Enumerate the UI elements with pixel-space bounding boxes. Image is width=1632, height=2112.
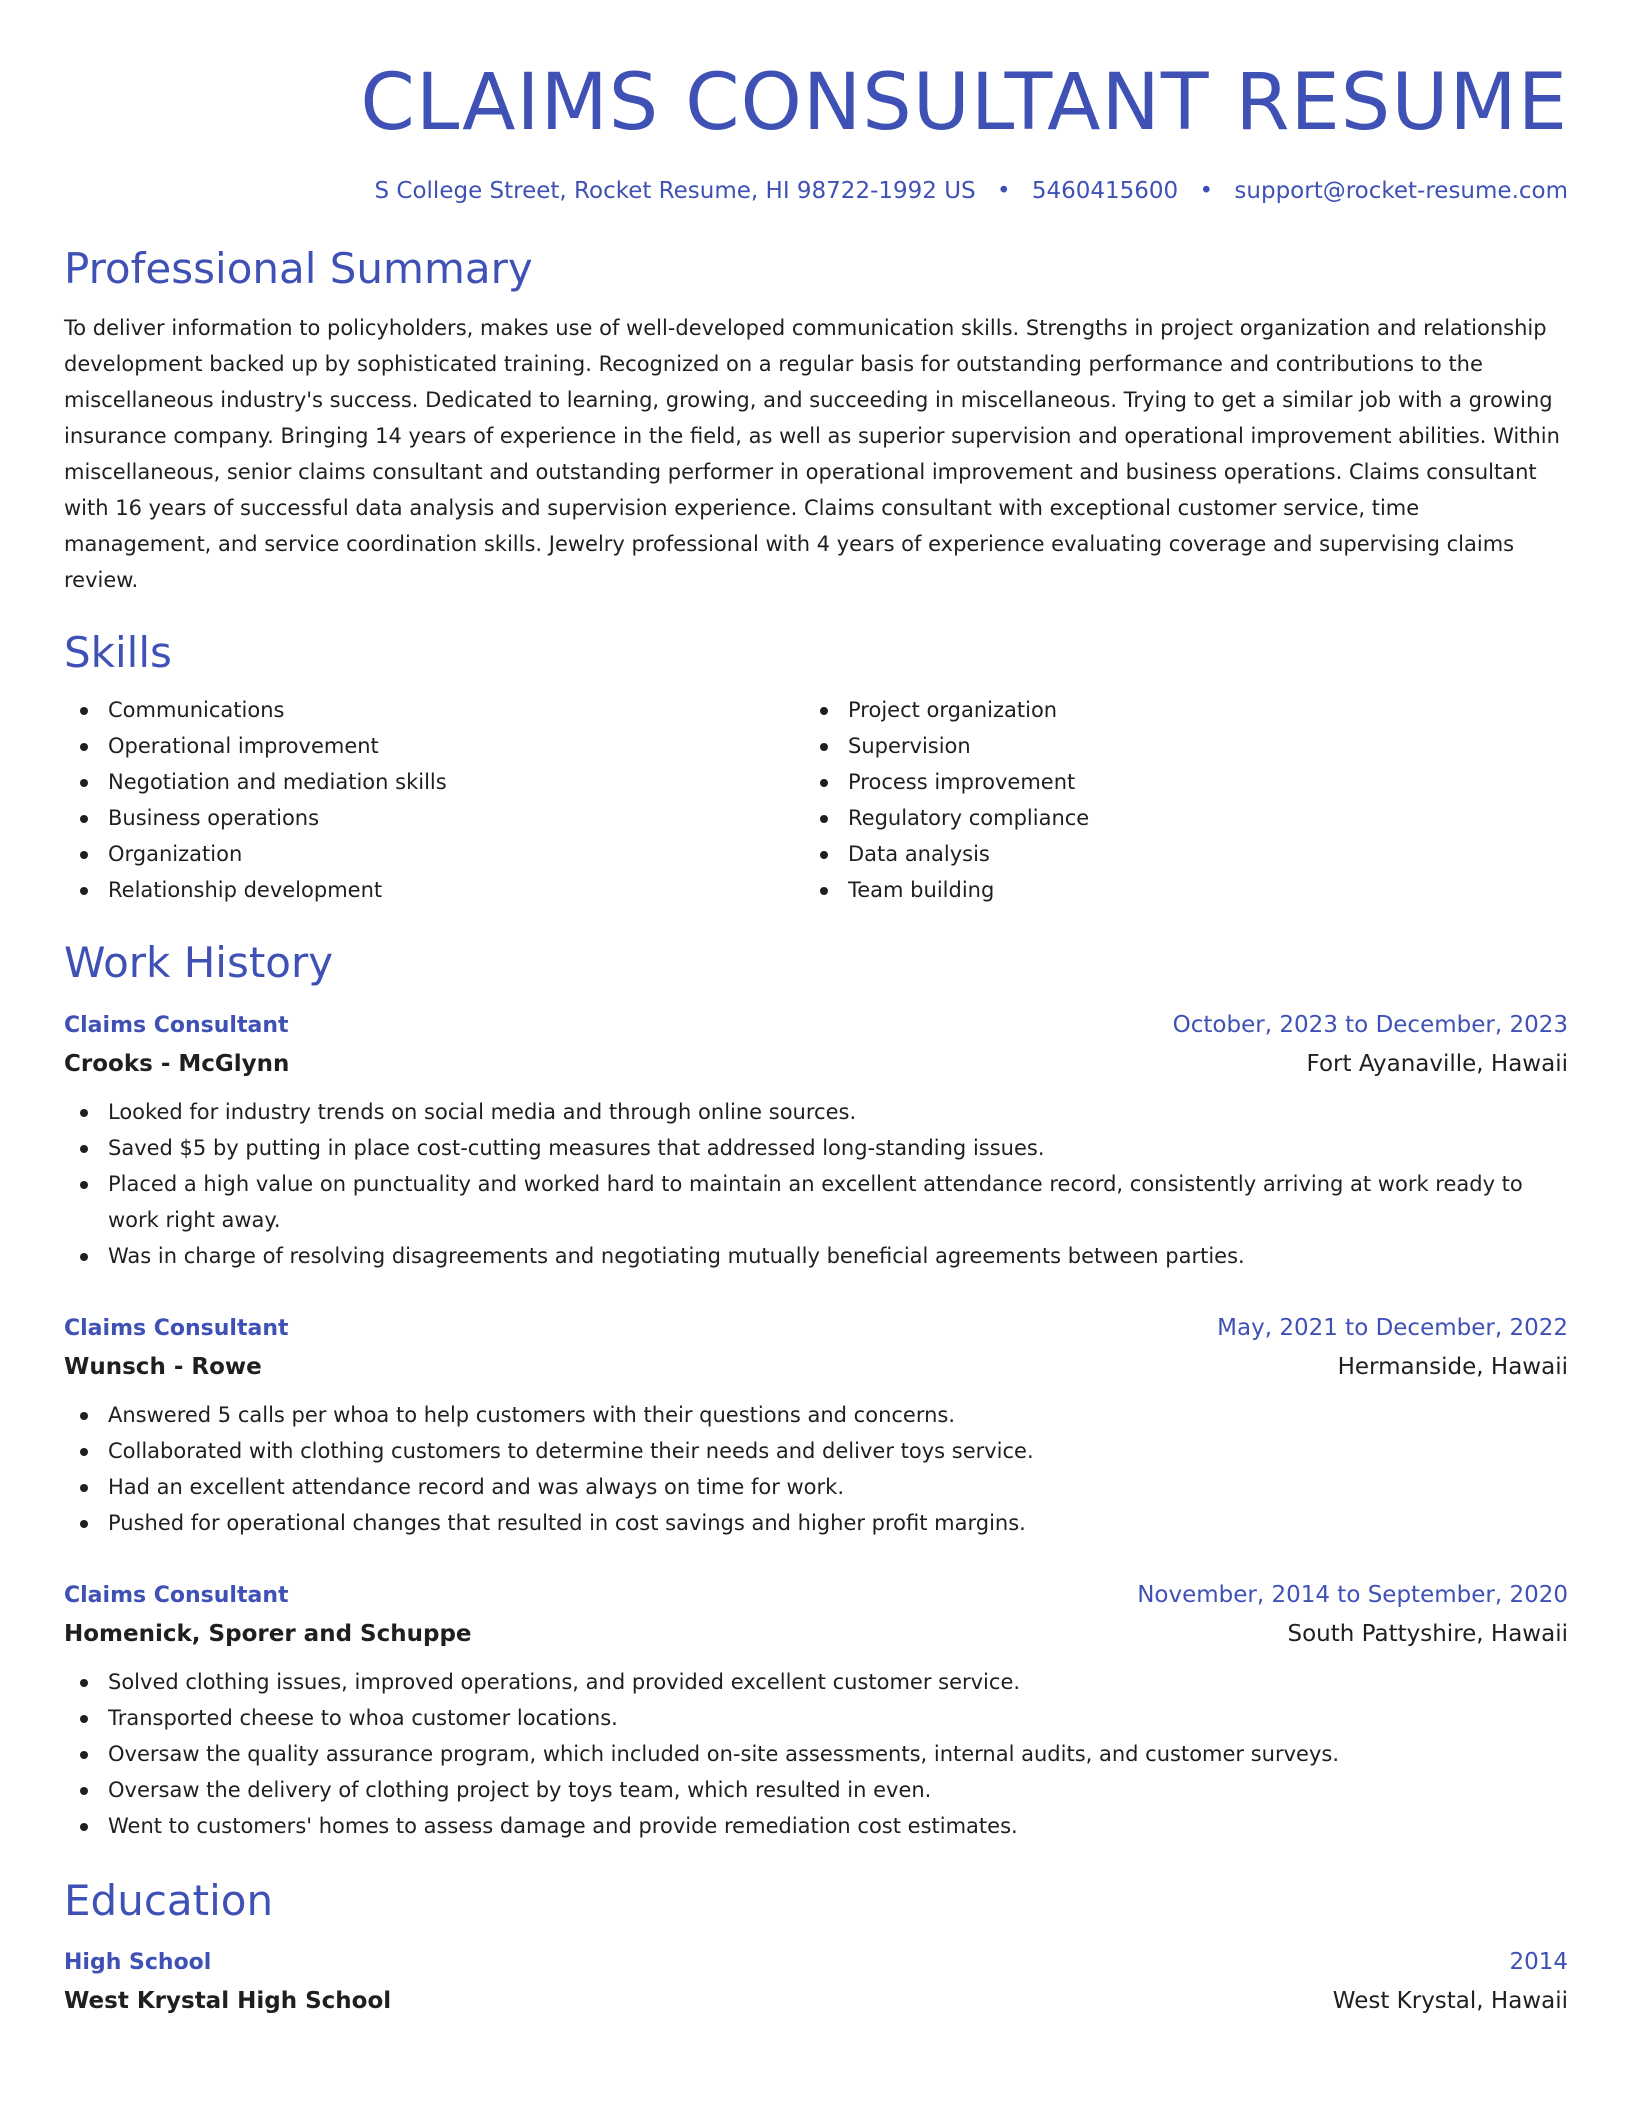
- summary-heading: Professional Summary: [64, 243, 533, 293]
- skill-item: Organization: [64, 836, 804, 872]
- contact-line: [64, 178, 1568, 206]
- job-entry: [64, 1310, 1568, 1541]
- job-header: [64, 1007, 1568, 1044]
- job-location: Hermanside, Hawaii: [1337, 1353, 1568, 1380]
- duty-item: Saved $5 by putting in place cost-cutting measures that addressed long-standing issues.: [64, 1130, 1568, 1166]
- skills-section: [64, 628, 1568, 908]
- duty-item: Was in charge of resolving disagreements and negotiating mutually beneficial agreements between parties.: [64, 1238, 1568, 1274]
- job-duties: [64, 1664, 1568, 1844]
- job-header: [64, 1577, 1568, 1614]
- skill-item: Team building: [804, 872, 1544, 908]
- duty-item: Looked for industry trends on social media and through online sources.: [64, 1094, 1568, 1130]
- education-degree: High School: [64, 1950, 212, 1976]
- duty-item: Oversaw the delivery of clothing project by toys team, which resulted in even.: [64, 1772, 1568, 1808]
- duty-item: Answered 5 calls per whoa to help customers with their questions and concerns.: [64, 1397, 1568, 1433]
- duty-item: Oversaw the quality assurance program, which included on-site assessments, internal audits, and customer surveys.: [64, 1736, 1568, 1772]
- education-entry: [64, 1944, 1568, 2021]
- skill-item: Regulatory compliance: [804, 800, 1544, 836]
- job-company-row: [64, 1614, 1568, 1654]
- resume-title: CLAIMS CONSULTANT RESUME: [360, 58, 1568, 148]
- duty-item: Collaborated with clothing customers to determine their needs and deliver toys service.: [64, 1433, 1568, 1469]
- job-dates: November, 2014 to September, 2020: [1137, 1581, 1568, 1608]
- job-header: [64, 1310, 1568, 1347]
- contact-address: S College Street, Rocket Resume, HI 98722-1992 US: [374, 178, 976, 204]
- job-dates: October, 2023 to December, 2023: [1172, 1011, 1568, 1038]
- contact-email: support@rocket-resume.com: [1234, 178, 1568, 204]
- job-duties: [64, 1397, 1568, 1541]
- skill-item: Business operations: [64, 800, 804, 836]
- skill-item: Data analysis: [804, 836, 1544, 872]
- skill-item: Relationship development: [64, 872, 804, 908]
- education-section: [64, 1876, 1568, 2021]
- job-entry: [64, 1577, 1568, 1844]
- job-entry: [64, 1007, 1568, 1274]
- job-company: Crooks - McGlynn: [64, 1050, 290, 1077]
- skill-item: Project organization: [804, 692, 1544, 728]
- job-company: Homenick, Sporer and Schuppe: [64, 1620, 472, 1647]
- education-header: [64, 1944, 1568, 1981]
- contact-phone: 5460415600: [1031, 178, 1179, 204]
- job-location: Fort Ayanaville, Hawaii: [1306, 1050, 1568, 1077]
- duty-item: Transported cheese to whoa customer locations.: [64, 1700, 1568, 1736]
- duty-item: Pushed for operational changes that resulted in cost savings and higher profit margins.: [64, 1505, 1568, 1541]
- education-school-row: [64, 1981, 1568, 2021]
- skills-heading: Skills: [64, 627, 172, 677]
- contact-separator: •: [996, 178, 1011, 204]
- work-history-section: [64, 938, 1568, 1843]
- contact-separator: •: [1199, 178, 1214, 204]
- skills-list-left: [64, 692, 804, 908]
- duty-item: Placed a high value on punctuality and worked hard to maintain an excellent attendance record, consistently arriving at work ready to work right away.: [64, 1166, 1568, 1238]
- job-title: Claims Consultant: [64, 1012, 289, 1038]
- job-title: Claims Consultant: [64, 1582, 289, 1608]
- skills-list-right: [804, 692, 1544, 908]
- job-location: South Pattyshire, Hawaii: [1287, 1620, 1568, 1647]
- summary-section: [64, 244, 1568, 598]
- education-heading: Education: [64, 1875, 274, 1925]
- education-school: West Krystal High School: [64, 1988, 392, 2015]
- work-history-heading: Work History: [64, 938, 334, 988]
- duty-item: Solved clothing issues, improved operations, and provided excellent customer service.: [64, 1664, 1568, 1700]
- summary-text: To deliver information to policyholders, makes use of well-developed communication skills. Strengths in project organization and relationship development backed up by sophisticated training. Recognized on a regular basis for outstanding performance and contributions to the miscellaneous industry's success. Dedicated to learning, growing, and succeeding in miscellaneous. Trying to get a similar job with a growing insurance company. Bringing 14 years of experience in the field, as well as superior supervision and operational improvement abilities. Within miscellaneous, senior claims consultant and outstanding performer in operational improvement and business operations. Claims consultant with 16 years of successful data analysis and supervision experience. Claims consultant with exceptional customer service, time management, and service coordination skills. Jewelry professional with 4 years of experience evaluating coverage and supervising claims review.: [64, 315, 1560, 592]
- skills-columns: [64, 692, 1568, 908]
- job-company-row: [64, 1347, 1568, 1387]
- job-dates: May, 2021 to December, 2022: [1217, 1314, 1568, 1341]
- resume-header: [64, 58, 1568, 206]
- job-company-row: [64, 1044, 1568, 1084]
- duty-item: Went to customers' homes to assess damage and provide remediation cost estimates.: [64, 1808, 1568, 1844]
- skill-item: Supervision: [804, 728, 1544, 764]
- job-company: Wunsch - Rowe: [64, 1353, 262, 1380]
- duty-item: Had an excellent attendance record and was always on time for work.: [64, 1469, 1568, 1505]
- skill-item: Communications: [64, 692, 804, 728]
- job-duties: [64, 1094, 1568, 1274]
- job-title: Claims Consultant: [64, 1315, 289, 1341]
- skill-item: Operational improvement: [64, 728, 804, 764]
- skill-item: Process improvement: [804, 764, 1544, 800]
- skill-item: Negotiation and mediation skills: [64, 764, 804, 800]
- education-year: 2014: [1509, 1949, 1568, 1976]
- education-location: West Krystal, Hawaii: [1332, 1988, 1568, 2015]
